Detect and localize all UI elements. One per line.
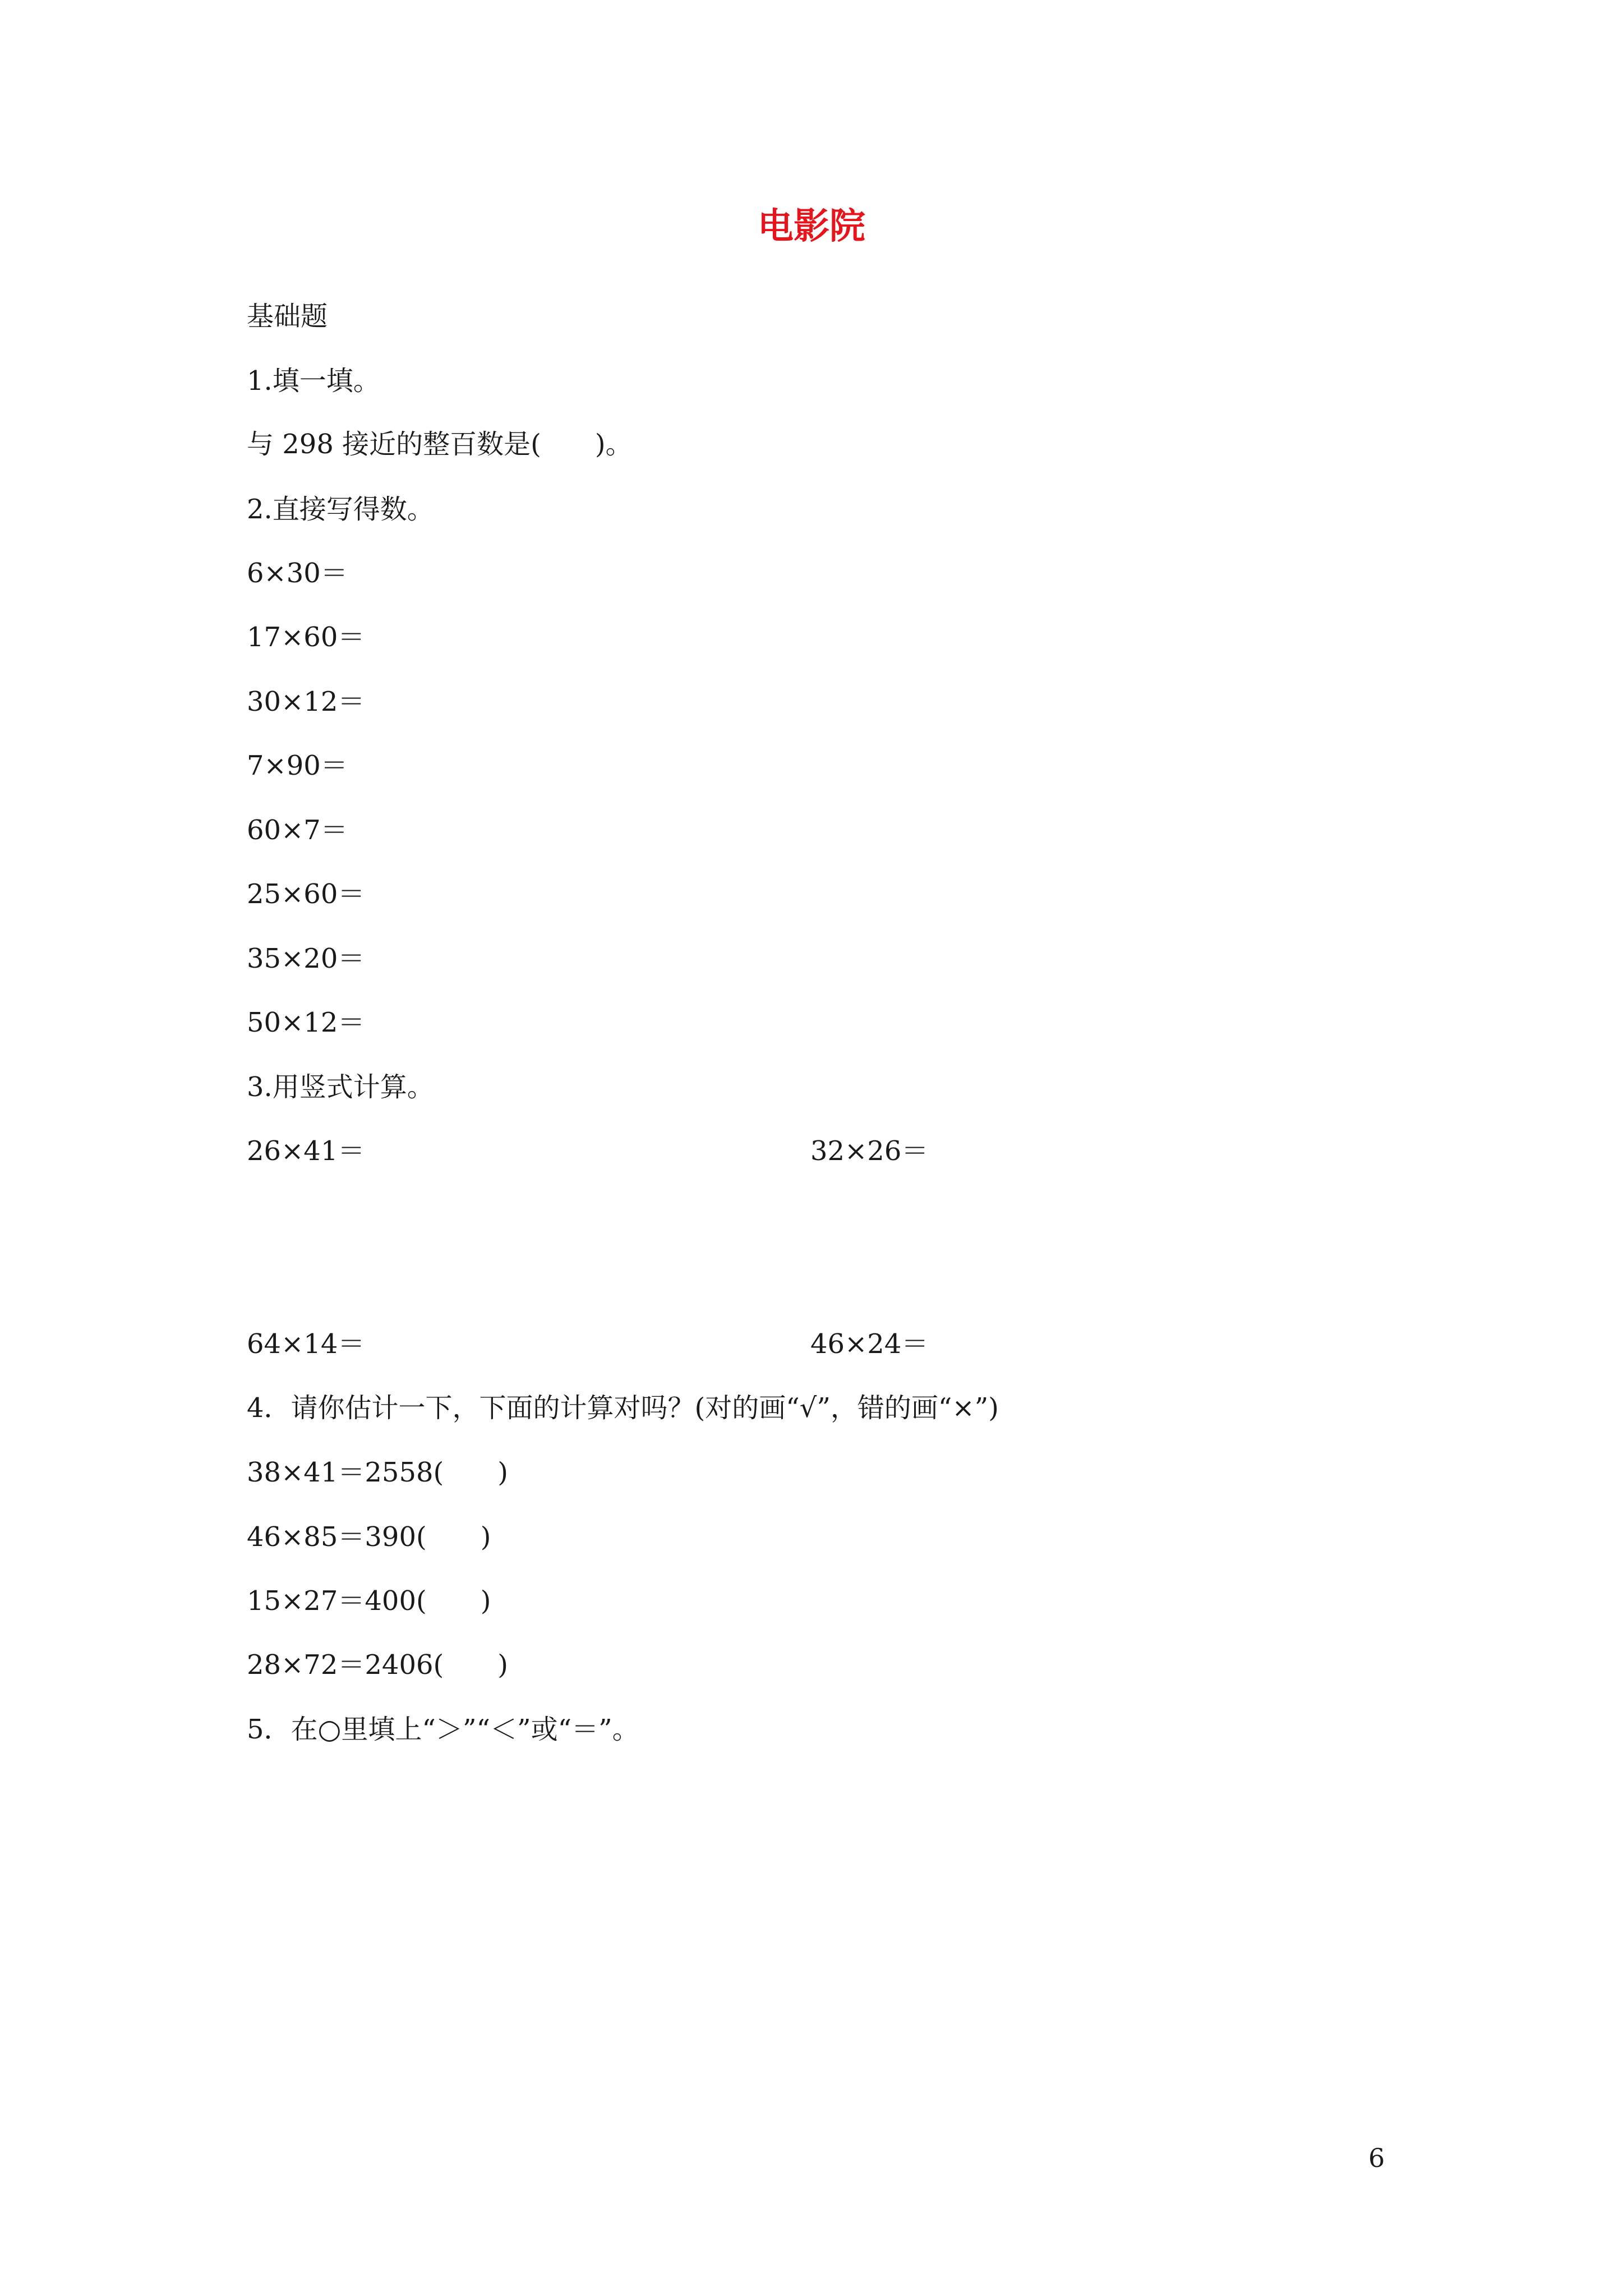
section-heading: 基础题 [247, 301, 328, 332]
question-1-heading: 1.填一填。 [247, 365, 380, 397]
question-2-item: 35×20＝ [247, 943, 365, 974]
question-2-item: 60×7＝ [247, 815, 348, 846]
question-3-item: 46×24＝ [810, 1328, 929, 1360]
question-3-item: 32×26＝ [810, 1135, 929, 1167]
question-3-heading: 3.用竖式计算。 [247, 1071, 434, 1103]
question-2-item: 25×60＝ [247, 878, 365, 910]
question-4-item: 46×85＝390( ) [247, 1521, 491, 1553]
question-2-item: 7×90＝ [247, 750, 348, 781]
question-2-item: 50×12＝ [247, 1007, 365, 1038]
question-2-item: 6×30＝ [247, 558, 348, 589]
question-4-item: 15×27＝400( ) [247, 1585, 491, 1617]
question-2-item: 17×60＝ [247, 622, 365, 653]
question-1-item: 与 298 接近的整百数是( )。 [247, 429, 633, 460]
question-5-heading: 5．在○里填上“＞”“＜”或“＝”。 [247, 1714, 639, 1745]
question-2-item: 30×12＝ [247, 686, 365, 717]
question-2-heading: 2.直接写得数。 [247, 494, 434, 525]
question-3-item: 64×14＝ [247, 1328, 365, 1360]
question-4-item: 38×41＝2558( ) [247, 1457, 508, 1488]
page-number: 6 [1368, 2143, 1385, 2173]
question-3-item: 26×41＝ [247, 1135, 365, 1167]
page-title: 电影院 [758, 205, 865, 247]
question-4-item: 28×72＝2406( ) [247, 1649, 508, 1681]
question-4-heading: 4．请你估计一下，下面的计算对吗？(对的画“√”，错的画“×”) [247, 1392, 999, 1424]
